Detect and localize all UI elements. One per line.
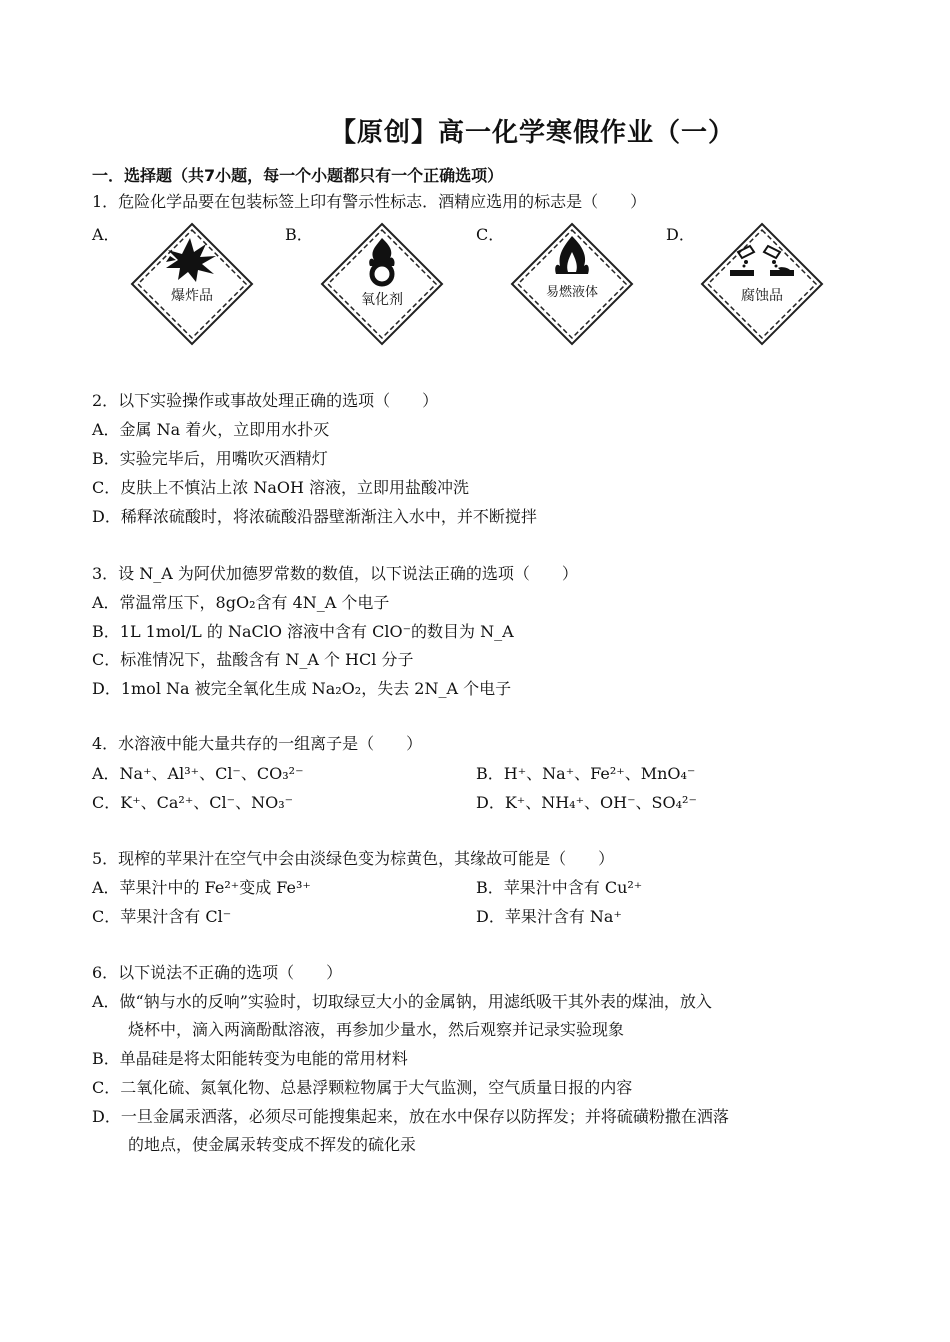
question-5-stem: 5．现榨的苹果汁在空气中会由淡绿色变为棕黄色，其缘故可能是（ ）	[92, 849, 615, 868]
q6-option-a-continued: 烧杯中，滴入两滴酚酞溶液，再参加少量水，然后观察并记录实验现象	[128, 1020, 625, 1039]
q6-option-b[interactable]: B．单晶硅是将太阳能转变为电能的常用材料	[92, 1049, 408, 1068]
q1-sign-b-text: 氧化剂	[361, 292, 403, 308]
q1-option-d-label[interactable]: D．	[666, 225, 695, 244]
q4-option-a[interactable]: A．Na⁺、Al³⁺、Cl⁻、CO₃²⁻	[92, 764, 304, 783]
q5-option-a[interactable]: A．苹果汁中的 Fe²⁺变成 Fe³⁺	[92, 878, 311, 897]
q3-option-d[interactable]: D．1mol Na 被完全氧化生成 Na₂O₂，失去 2N_A 个电子	[92, 679, 512, 698]
q1-sign-c-text: 易燃液体	[545, 285, 599, 300]
question-3-stem: 3．设 N_A 为阿伏加德罗常数的数值，以下说法正确的选项（ ）	[92, 564, 578, 583]
q3-option-a[interactable]: A．常温常压下，8gO₂含有 4N_A 个电子	[92, 593, 390, 612]
q5-option-d[interactable]: D．苹果汁含有 Na⁺	[476, 907, 622, 926]
section-heading: 一．选择题（共7小题，每一个小题都只有一个正确选项）	[92, 166, 504, 185]
q1-sign-d-text: 腐蚀品	[741, 288, 783, 304]
q6-option-d[interactable]: D．一旦金属汞洒落，必须尽可能搜集起来，放在水中保存以防挥发；并将硫磺粉撒在洒落	[92, 1107, 729, 1126]
q3-option-c[interactable]: C．标准情况下，盐酸含有 N_A 个 HCl 分子	[92, 650, 414, 669]
q1-option-a-label[interactable]: A．	[92, 225, 120, 244]
q6-option-c[interactable]: C．二氧化硫、氮氧化物、总悬浮颗粒物属于大气监测，空气质量日报的内容	[92, 1078, 633, 1097]
q5-option-c[interactable]: C．苹果汁含有 Cl⁻	[92, 907, 232, 926]
q4-option-c[interactable]: C．K⁺、Ca²⁺、Cl⁻、NO₃⁻	[92, 793, 294, 812]
q6-option-d-continued: 的地点，使金属汞转变成不挥发的硫化汞	[128, 1135, 417, 1154]
question-6-stem: 6．以下说法不正确的选项（ ）	[92, 963, 343, 982]
q2-option-b[interactable]: B．实验完毕后，用嘴吹灭酒精灯	[92, 449, 328, 468]
oxidizer-icon[interactable]	[320, 222, 444, 346]
q1-sign-a-text: 爆炸品	[171, 288, 213, 304]
q4-option-d[interactable]: D．K⁺、NH₄⁺、OH⁻、SO₄²⁻	[476, 793, 697, 812]
page-title: 【原创】高一化学寒假作业（一）	[330, 118, 736, 148]
q3-option-b[interactable]: B．1L 1mol/L 的 NaClO 溶液中含有 ClO⁻的数目为 N_A	[92, 622, 514, 641]
q2-option-a[interactable]: A．金属 Na 着火，立即用水扑灭	[92, 420, 330, 439]
q5-option-b[interactable]: B．苹果汁中含有 Cu²⁺	[476, 878, 643, 897]
q4-option-b[interactable]: B．H⁺、Na⁺、Fe²⁺、MnO₄⁻	[476, 764, 696, 783]
q1-option-c-label[interactable]: C．	[476, 225, 505, 244]
question-2-stem: 2．以下实验操作或事故处理正确的选项（ ）	[92, 391, 439, 410]
question-4-stem: 4．水溶液中能大量共存的一组离子是（ ）	[92, 734, 423, 753]
corrosive-icon[interactable]	[700, 222, 824, 346]
q2-option-c[interactable]: C．皮肤上不慎沾上浓 NaOH 溶液，立即用盐酸冲洗	[92, 478, 470, 497]
explosive-icon[interactable]	[130, 222, 254, 346]
q1-option-b-label[interactable]: B．	[285, 225, 313, 244]
question-1-stem: 1．危险化学品要在包装标签上印有警示性标志．酒精应选用的标志是（ ）	[92, 192, 647, 211]
q6-option-a[interactable]: A．做“钠与水的反响”实验时，切取绿豆大小的金属钠，用滤纸吸干其外表的煤油，放入	[92, 992, 712, 1011]
q2-option-d[interactable]: D．稀释浓硫酸时，将浓硫酸沿器壁渐渐注入水中，并不断搅拌	[92, 507, 537, 526]
flammable-liquid-icon[interactable]	[510, 222, 634, 346]
